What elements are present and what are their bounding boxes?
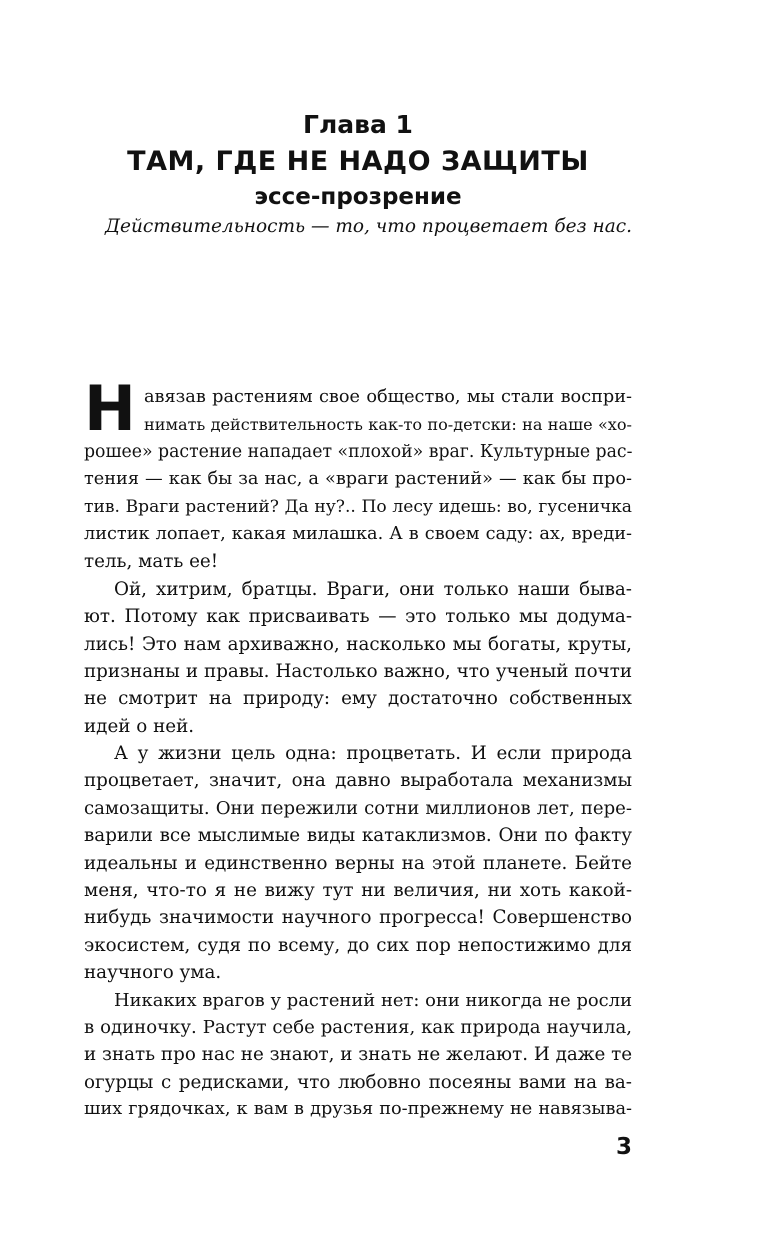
text-line: ших грядочках, к вам в друзья по-прежнему не навязыва- xyxy=(84,1099,632,1120)
text-line: огурцы с редисками, что любовно посеяны вами на ва- xyxy=(84,1071,632,1093)
text-line: идей о ней. xyxy=(84,715,195,737)
text-line: самозащиты. Они пережили сотни миллионов лет, пере- xyxy=(84,797,632,819)
text-line: не смотрит на природу: ему достаточно собственных xyxy=(84,688,632,710)
text-line: А у жизни цель одна: процветать. И если природа xyxy=(114,743,632,765)
text-line: листик лопает, какая милашка. А в своем саду: ах, вреди- xyxy=(84,523,632,544)
chapter-subtitle: эссе-прозрение xyxy=(254,184,462,210)
text-line: научного ума. xyxy=(84,962,222,984)
text-line: нибудь значимости научного прогресса! Совершенство xyxy=(84,907,632,929)
text-line: в одиночку. Растут себе растения, как природа научила, xyxy=(84,1016,632,1038)
text-line: рошее» растение нападает «плохой» враг. Культурные рас- xyxy=(84,441,633,462)
paragraph-4 xyxy=(84,987,632,1124)
text-line: лись! Это нам архиважно, насколько мы богаты, круты, xyxy=(84,633,632,655)
paragraph-3 xyxy=(84,740,632,987)
paragraph-2 xyxy=(84,576,632,740)
text-line: ют. Потому как присваивать — это только мы додума- xyxy=(84,606,632,628)
text-line: экосистем, судя по всему, до сих пор непостижимо для xyxy=(84,934,632,956)
text-line: Ой, хитрим, братцы. Враги, они только наши бывa- xyxy=(114,578,632,600)
text-line: меня, что-то я не вижу тут ни величия, ни хоть какой- xyxy=(84,880,632,902)
text-line: тель, мать ее! xyxy=(84,551,219,573)
text-line: авязав растениям свое общество, мы стали воспри- xyxy=(144,387,632,407)
text-line: признаны и правы. Настолько важно, что ученый почти xyxy=(84,660,632,682)
epigraph: Действительность — то, что процветает без нас. xyxy=(104,216,632,237)
text-line: варили все мыслимые виды катаклизмов. Они по факту xyxy=(84,825,632,847)
page-number: 3 xyxy=(615,1134,632,1160)
body-text xyxy=(84,384,632,1124)
text-line: процветает, значит, она давно выработала механизмы xyxy=(84,770,632,792)
drop-cap: Н xyxy=(84,372,136,445)
text-line: и знать про нас не знают, и знать не желают. И даже те xyxy=(84,1044,633,1066)
text-line: нимать действительность как-то по-детски: на наше «хо- xyxy=(144,415,632,435)
text-line: идеальны и единственно верны на этой планете. Бейте xyxy=(84,852,632,874)
chapter-title: ТАМ, ГДЕ НЕ НАДО ЗАЩИТЫ xyxy=(127,146,589,177)
chapter-number: Глава 1 xyxy=(303,110,413,139)
text-line: Никаких врагов у растений нет: они никогда не росли xyxy=(114,989,632,1011)
text-line: тения — как бы за нас, а «враги растений» — как бы про- xyxy=(84,469,632,490)
text-line: тив. Враги растений? Да ну?.. По лесу идешь: во, гусеничка xyxy=(84,496,632,517)
paragraph-1 xyxy=(84,384,632,576)
